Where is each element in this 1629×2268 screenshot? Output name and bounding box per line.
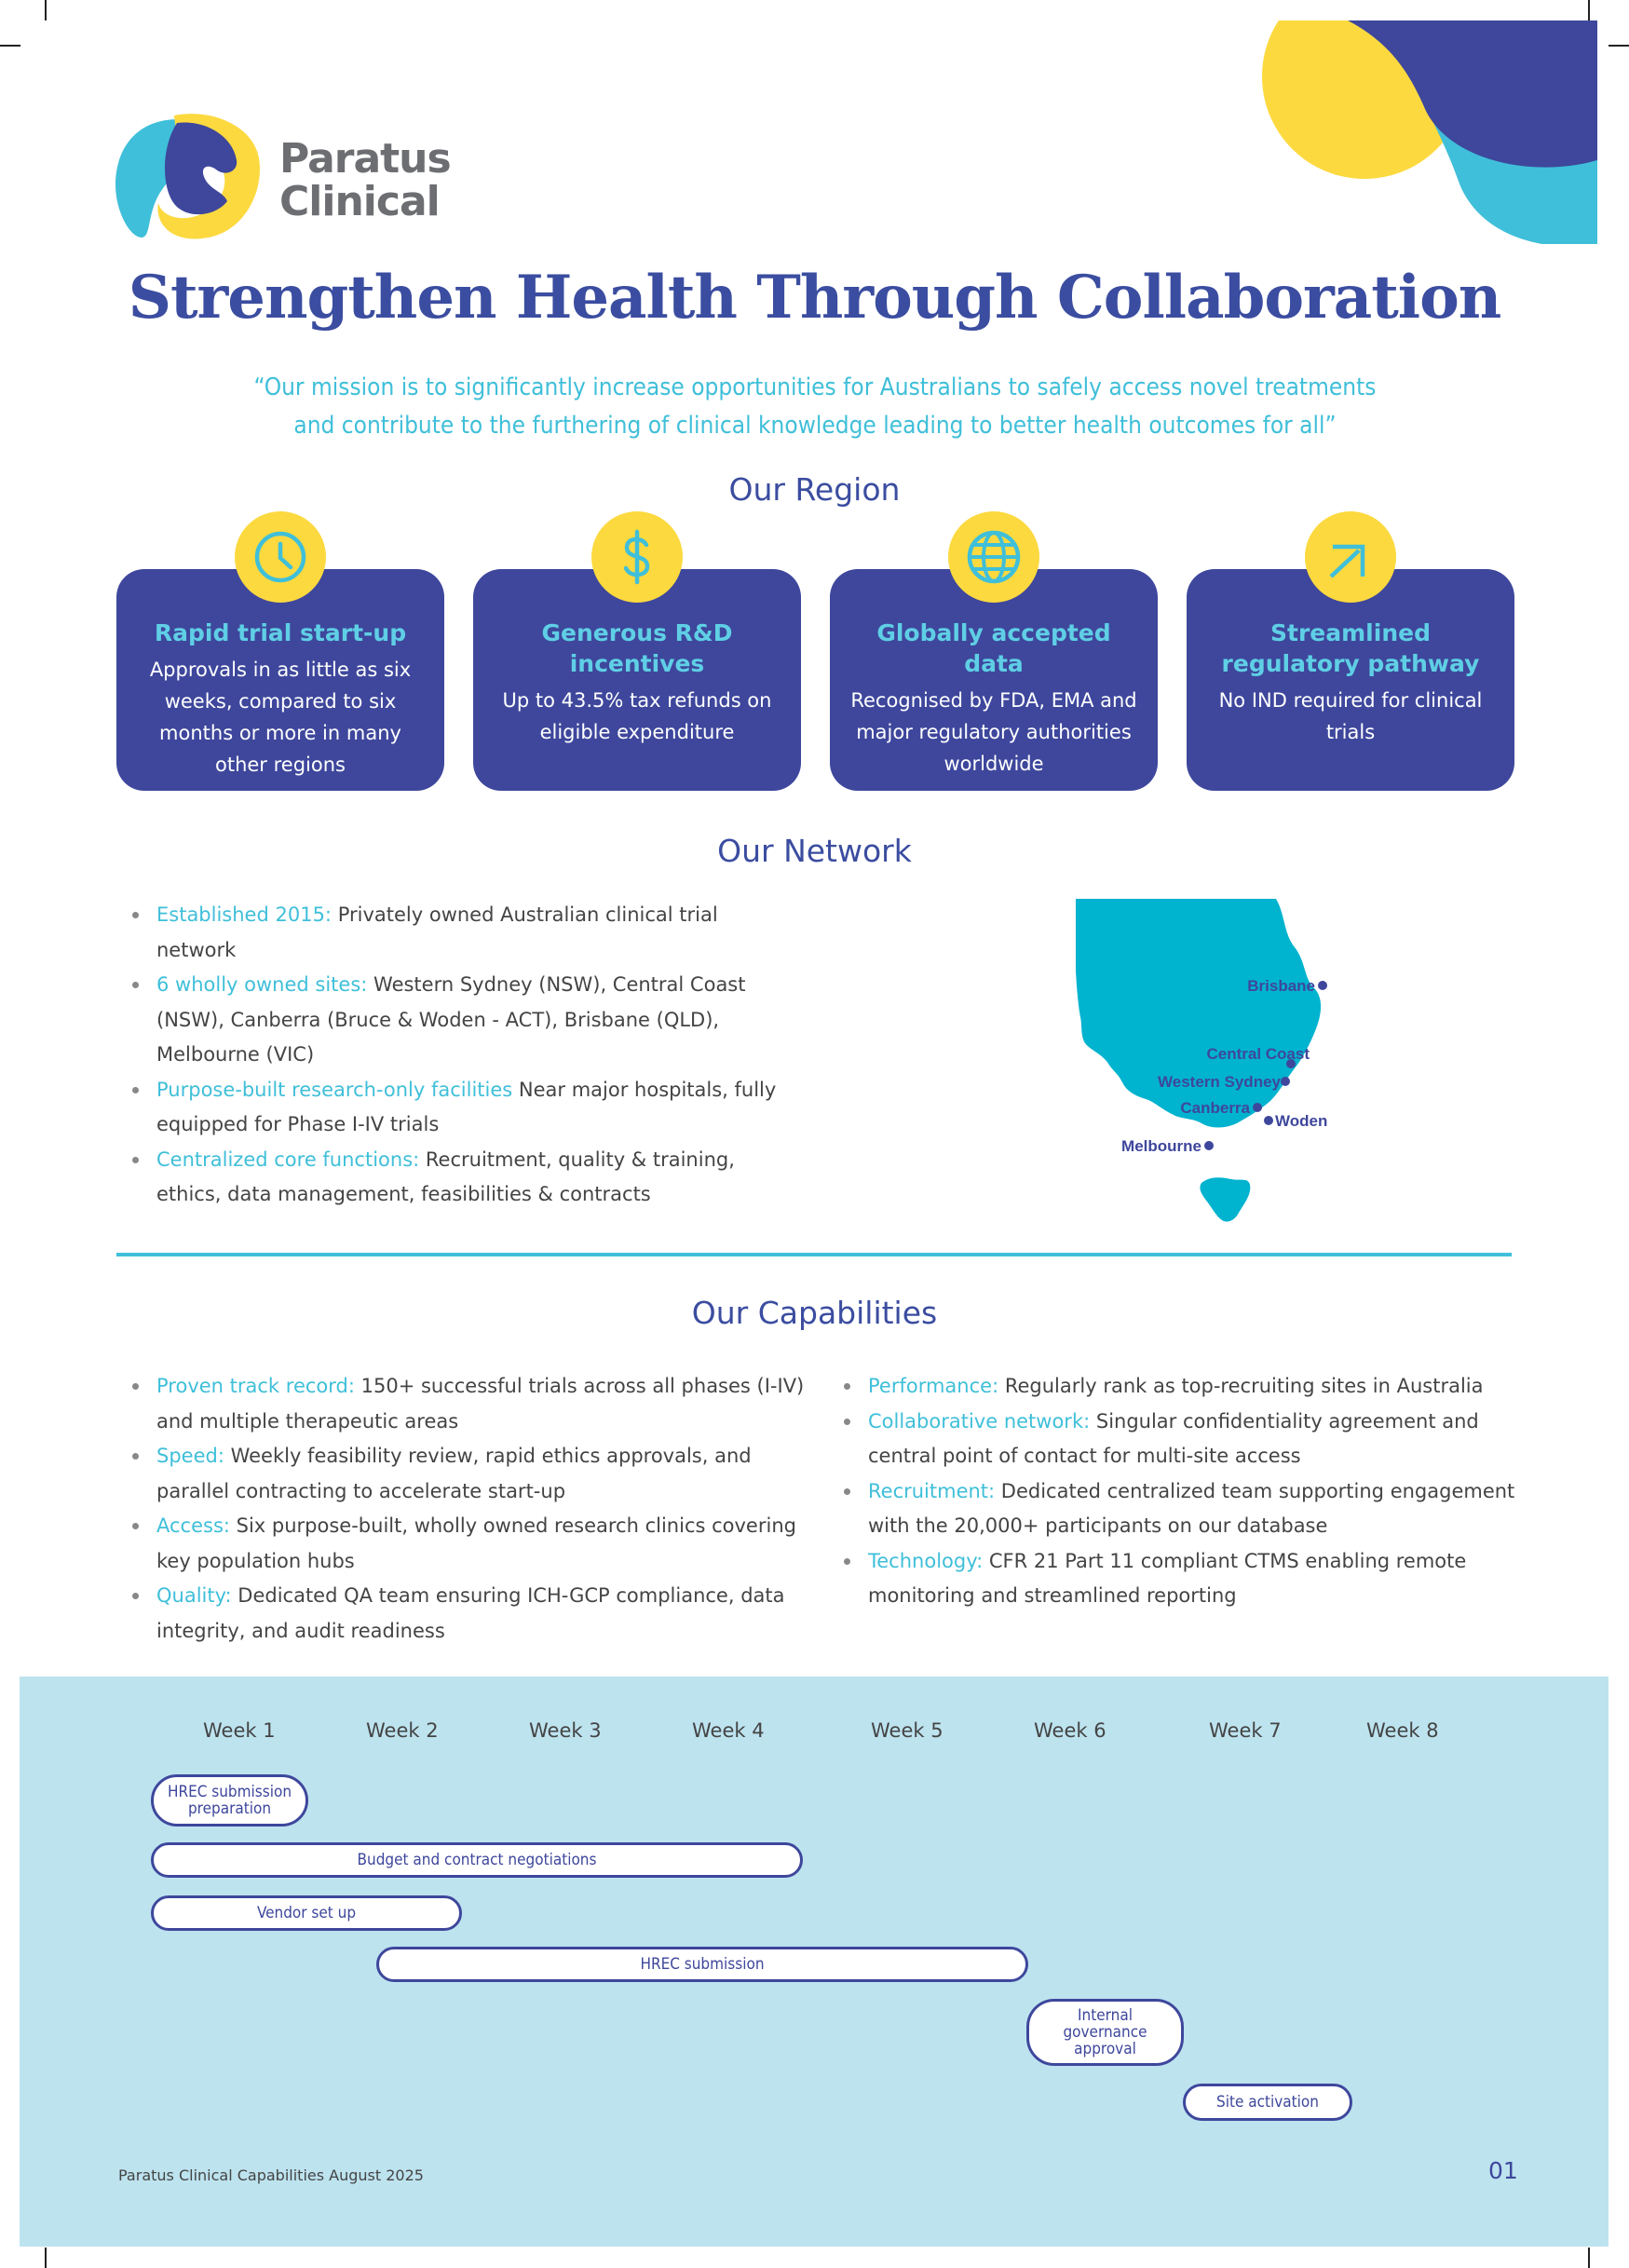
- item-label: Access:: [156, 1514, 230, 1537]
- map-label-central-coast: Central Coast: [1206, 1045, 1310, 1063]
- brand-line-1: Paratus: [279, 135, 451, 183]
- crop-mark: [1588, 2248, 1590, 2268]
- crop-mark: [45, 2248, 47, 2268]
- item-label: Technology:: [868, 1549, 984, 1572]
- item-label: Speed:: [156, 1445, 224, 1467]
- map-label-melbourne: Melbourne: [1121, 1137, 1201, 1155]
- mission-quote: [149, 369, 1481, 445]
- dollar-icon: [591, 511, 683, 603]
- brand-logo: [114, 112, 458, 242]
- list-item: [840, 1474, 1520, 1544]
- task-hrec-submission-preparation: HREC submission preparation: [151, 1774, 308, 1827]
- map-label-woden: Woden: [1275, 1112, 1328, 1130]
- task-internal-governance-approval: Internal governance approval: [1026, 1999, 1184, 2066]
- brand-name: [279, 135, 451, 225]
- card-description: No IND required for clinical trials: [1218, 689, 1483, 743]
- capabilities-heading: Our Capabilities: [691, 1295, 938, 1331]
- week-label: Week 7: [1209, 1719, 1282, 1742]
- item-label: Recruitment:: [868, 1479, 996, 1502]
- item-text: Recruitment, quality & training, ethics, data management, feasibilities & contracts: [156, 1148, 735, 1205]
- item-text: CFR 21 Part 11 compliant CTMS enabling remote monitoring and streamlined reporting: [868, 1549, 1467, 1607]
- item-label: Collaborative network:: [868, 1409, 1091, 1433]
- logo-mark-icon: [114, 112, 272, 242]
- week-label: Week 4: [692, 1719, 765, 1742]
- list-item: [129, 898, 799, 968]
- crop-mark: [45, 0, 47, 20]
- page-title: Strengthen Health Through Collaboration: [128, 263, 1501, 333]
- corner-decoration: [1262, 20, 1597, 244]
- item-text: 150+ successful trials across all phases (I-IV) and multiple therapeutic areas: [156, 1375, 805, 1433]
- list-item: [129, 1509, 807, 1579]
- item-label: Established 2015:: [156, 903, 333, 926]
- list-item: [129, 1073, 799, 1143]
- startup-timeline: [20, 1677, 1609, 2247]
- card-description: Approvals in as little as six weeks, compared to six months or more in many other regions: [149, 659, 412, 776]
- item-text: Near major hospitals, fully equipped for Phase I-IV trials: [156, 1078, 777, 1135]
- card-description: Recognised by FDA, EMA and major regulatory authorities worldwide: [850, 689, 1137, 775]
- list-item: [840, 1544, 1520, 1614]
- item-label: Centralized core functions:: [156, 1148, 420, 1171]
- item-text: Weekly feasibility review, rapid ethics approvals, and parallel contracting to accelerate start-up: [156, 1445, 752, 1502]
- map-label-western-sydney: Western Sydney: [1158, 1073, 1281, 1091]
- list-item: [840, 1405, 1520, 1474]
- item-text: Dedicated QA team ensuring ICH-GCP compliance, data integrity, and audit readiness: [156, 1584, 785, 1642]
- section-divider: [116, 1253, 1512, 1256]
- list-item: [129, 1439, 807, 1509]
- task-vendor-set-up: Vendor set up: [151, 1895, 462, 1931]
- week-label: Week 3: [529, 1719, 602, 1742]
- crop-mark: [1588, 0, 1590, 20]
- clock-icon: [235, 511, 326, 603]
- list-item: [840, 1369, 1520, 1405]
- item-label: Performance:: [868, 1375, 999, 1397]
- week-label: Week 8: [1366, 1719, 1439, 1742]
- globe-icon: [948, 511, 1039, 603]
- item-text: Western Sydney (NSW), Central Coast (NSW), Canberra (Bruce & Woden - ACT), Brisbane (QLD), Melbourne (VIC): [156, 973, 746, 1066]
- card-description: Up to 43.5% tax refunds on eligible expenditure: [502, 689, 772, 743]
- item-text: Privately owned Australian clinical trial network: [156, 903, 718, 961]
- task-hrec-submission: HREC submission: [376, 1947, 1028, 1982]
- item-label: Quality:: [156, 1584, 232, 1607]
- footer-text: Paratus Clinical Capabilities August 2025: [118, 2166, 424, 2184]
- week-label: Week 2: [366, 1719, 439, 1742]
- task-site-activation: Site activation: [1183, 2084, 1352, 2121]
- capabilities-list-left: [129, 1369, 807, 1649]
- week-label: Week 5: [871, 1719, 943, 1742]
- item-text: Six purpose-built, wholly owned research clinics covering key population hubs: [156, 1514, 796, 1572]
- network-list: [129, 898, 799, 1213]
- page-number: 01: [1488, 2157, 1518, 2184]
- card-title: Streamlined regulatory pathway: [1221, 619, 1480, 677]
- item-label: 6 wholly owned sites:: [156, 973, 368, 996]
- map-label-canberra: Canberra: [1180, 1099, 1250, 1117]
- list-item: [129, 1369, 807, 1439]
- task-budget-contract-negotiations: Budget and contract negotiations: [151, 1842, 803, 1878]
- card-title: Generous R&D incentives: [541, 619, 733, 677]
- arrow-up-right-icon: [1305, 511, 1396, 603]
- item-label: Purpose-built research-only facilities: [156, 1078, 513, 1101]
- network-heading: Our Network: [717, 833, 912, 869]
- australia-east-coast-map: [1071, 896, 1444, 1231]
- mission-line-2: and contribute to the furthering of clinical knowledge leading to better health outcomes for all”: [293, 412, 1337, 440]
- week-label: Week 6: [1034, 1719, 1106, 1742]
- list-item: [129, 1579, 807, 1649]
- item-label: Proven track record:: [156, 1375, 355, 1397]
- crop-mark: [0, 45, 20, 47]
- item-text: Singular confidentiality agreement and central point of contact for multi-site access: [868, 1409, 1479, 1467]
- region-heading: Our Region: [728, 471, 901, 508]
- crop-mark: [1609, 45, 1629, 47]
- brand-line-2: Clinical: [279, 178, 440, 225]
- item-text: Regularly rank as top-recruiting sites in Australia: [998, 1375, 1484, 1397]
- list-item: [129, 968, 799, 1073]
- card-title: Rapid trial start-up: [154, 619, 407, 646]
- mission-line-1: “Our mission is to significantly increase opportunities for Australians to safely access novel treatments: [253, 373, 1377, 401]
- card-title: Globally accepted data: [876, 619, 1111, 677]
- list-item: [129, 1143, 799, 1213]
- map-label-brisbane: Brisbane: [1247, 977, 1315, 995]
- week-label: Week 1: [203, 1719, 276, 1742]
- item-text: Dedicated centralized team supporting engagement with the 20,000+ participants on our database: [868, 1479, 1515, 1537]
- capabilities-list-right: [840, 1369, 1520, 1614]
